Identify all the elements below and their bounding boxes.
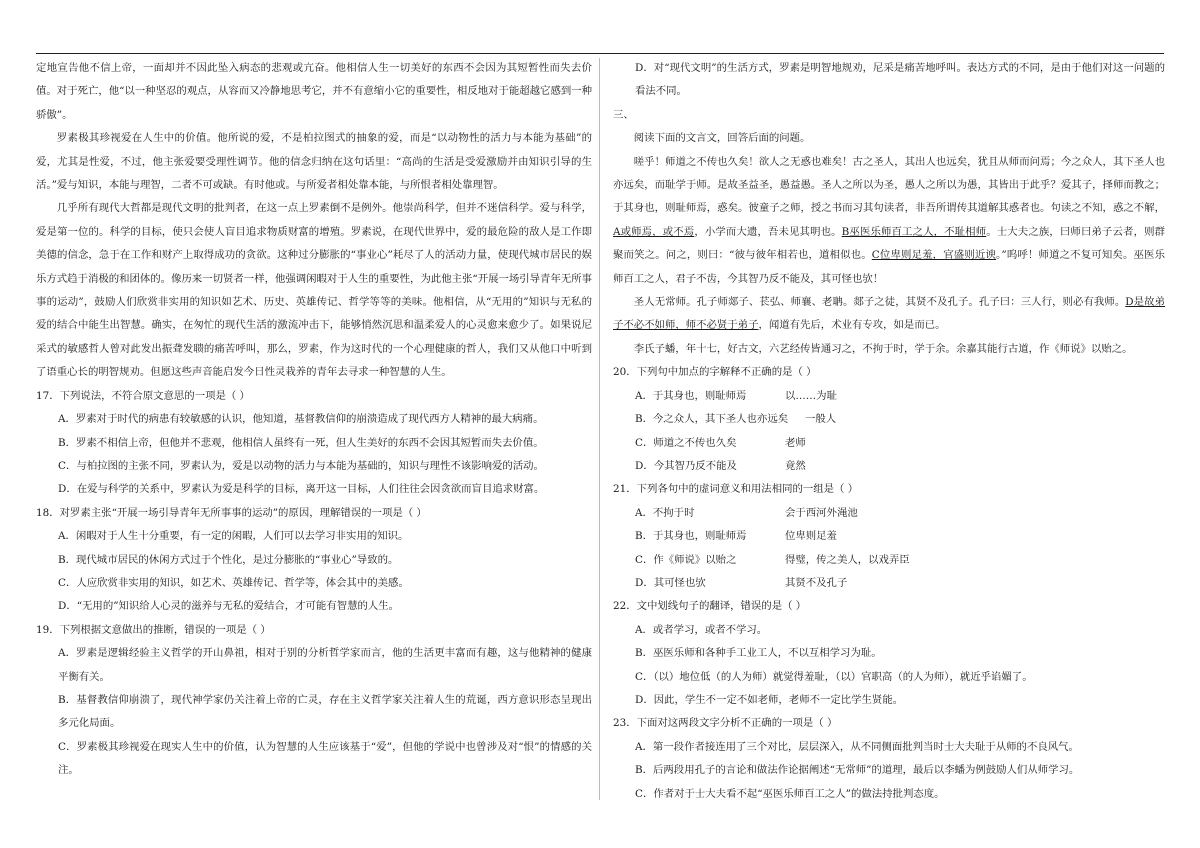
question-21-option-d: D．其可怪也欤 其贤不及孔子 [635, 576, 848, 589]
question-20-option-c: C．师道之不传也久矣 老师 [635, 436, 806, 449]
question-19-option-d: D．对“现代文明”的生活方式，罗素是明智地规劝，尼采是痛苦地呼叫。表达方式的不同，是由于他们对这一问题的看法不同。 [635, 62, 1165, 98]
question-22-option-c: C．（以）地位低（的人为师）就觉得羞耻，（以）官职高（的人为师），就近乎谄媚了。 [635, 670, 1033, 683]
question-20-option-d: D．今其智乃反不能及 竟然 [635, 459, 806, 472]
question-17-option-b: B．罗素不相信上帝，但他并不悲观，他相信人虽终有一死，但人生美好的东西不会因其短暂而失去价值。 [58, 436, 544, 449]
question-23-stem: 23．下面对这两段文字分析不正确的一项是（ ） [613, 717, 838, 730]
question-21-option-c: C．作《师说》以贻之 得璧，传之美人，以戏弄臣 [635, 553, 910, 566]
question-18-option-a: A．闲暇对于人生十分重要，有一定的闲暇，人们可以去学习非实用的知识。 [58, 530, 409, 543]
question-19-stem: 19．下列根据文意做出的推断，错误的一项是（ ） [36, 623, 271, 636]
left-column [36, 57, 592, 783]
section-heading: 三、 [613, 108, 634, 121]
question-19-option-c: C．罗素极其珍视爱在现实人生中的价值，认为智慧的人生应该基于“爱”，但他的学说中也曾涉及对“恨”的情感的关注。 [58, 740, 592, 777]
passage-paragraph-3: 几乎所有现代大哲都是现代文明的批判者，在这一点上罗素倒不是例外。他崇尚科学，但并不迷信科学。爱与科学，爱是第一位的。科学的目标，使只会使人盲目追求物质财富的增殖。罗素说，在现代世界中，爱的最危险的敌人是工作即美德的信念，急于在工作和财产上取得成功的贪欲。这种过分膨胀的“事业心”耗尽了人的活动力量，使现代城市居民的娱乐方式趋于消极的和团体的。像历来一切贤者一样，他强调闲暇对于人生的重要性，为此他主张“开展一场引导青年无所事事的运动”，鼓励人们欣赏非实用的知识如艺术、历史、英雄传记、哲学等等的美味。他相信，从“无用的”知识与无私的爱的结合中能生出智慧。确实，在匆忙的现代生活的激流冲击下，能够悄然沉思和温柔爱人的心灵愈来愈少了。如果说尼采式的敏感哲人曾对此发出振聋发聩的痛苦呼叫，那么，罗素，作为这时代的一个心理健康的哲人，我们又从他口中听到了语重心长的明智规劝。但愿这些声音能启发今日性灵栽养的青年去寻求一种智慧的人生。 [36, 202, 593, 379]
classical-passage-2: 圣人无常师。孔子师郯子、苌弘、师襄、老聃。郯子之徒，其贤不及孔子。孔子曰：三人行，则必有我师。D是故弟子不必不如师，师不必贤于弟子，闻道有先后，术业有专攻，如是而已。 [613, 296, 1165, 332]
question-21-option-b: B．于其身也，则耻师焉 位卑则足羞 [635, 530, 837, 543]
classical-passage-1: 嗟乎！师道之不传也久矣！欲人之无惑也难矣！古之圣人，其出人也远矣，犹且从师而问焉；今之众人，其下圣人也亦远矣，而耻学于师。是故圣益圣，愚益愚。圣人之所以为圣，愚人之所以为愚，其皆出于此乎？爱其子，择师而教之；于其身也，则耻师焉，惑矣。彼童子之师，授之书而习其句读者，非吾所谓传其道解其惑者也。句读之不知，惑之不解，A或师焉，或不焉，小学而大遗，吾未见其明也。B巫医乐师百工之人，不耻相师。士大夫之族，曰师曰弟子云者，则群聚而笑之。问之，则曰：“彼与彼年相若也，道相似也。C位卑则足羞，官盛则近谀。”呜呼！师道之不复可知矣。巫医乐师百工之人，君子不齿，今其智乃反不能及，其可怪也欤！ [613, 155, 1166, 285]
question-18-option-d: D．“无用的”知识给人心灵的滋养与无私的爱结合，才可能有智慧的人生。 [58, 600, 400, 613]
question-17-option-d: D．在爱与科学的关系中，罗素认为爱是科学的目标，离开这一目标，人们往往会因贪欲而盲目追求财富。 [58, 483, 545, 496]
question-20-stem: 20．下列句中加点的字解释不正确的是（ ） [613, 366, 817, 379]
question-17-option-a: A．罗素对于时代的病患有较敏感的认识，他知道，基督教信仰的崩溃造成了现代西方人精神的最大病痛。 [58, 413, 544, 426]
question-18-option-c: C．人应欣赏非实用的知识，如艺术、英雄传记、哲学等，体会其中的美感。 [58, 576, 409, 589]
question-21-option-a: A．不拘于时 会于西河外渑池 [635, 506, 858, 519]
question-19-option-b: B．基督教信仰崩溃了，现代神学家仍关注着上帝的亡灵，存在主义哲学家关注着人生的荒诞，西方意识形态呈现出多元化局面。 [58, 693, 592, 730]
question-21-stem: 21．下列各句中的虚词意义和用法相同的一组是（ ） [613, 483, 859, 496]
question-19-option-a: A．罗素是逻辑经验主义哲学的开山鼻祖，相对于别的分析哲学家而言，他的生活更丰富而有趣，这与他精神的健康平衡有关。 [58, 647, 592, 683]
passage-paragraph-2: 罗素极其珍视爱在人生中的价值。他所说的爱，不是柏拉图式的抽象的爱，而是“以动物性的活力与本能为基础”的爱，尤其是性爱，不过，他主张爱要受理性调节。他的信念归纳在这句话里：“高尚的生活是受爱激励并由知识引导的生活。”爱与知识，本能与理智，二者不可或缺。有时他或。与所爱者相处靠本能，与所恨者相处靠理智。 [36, 132, 592, 192]
right-column [613, 57, 1165, 806]
question-18-stem: 18．对罗素主张“开展一场引导青年无所事事的运动”的原因，理解错误的一项是（ ） [36, 506, 427, 519]
question-17-option-c: C．与柏拉图的主张不同，罗素认为，爱是以动物的活力与本能为基础的，知识与理性不该影响爱的活动。 [58, 459, 544, 472]
reading-instruction: 阅读下面的文言文，回答后面的问题。 [633, 132, 811, 145]
question-22-option-b: B．巫医乐师和各种手工业工人，不以互相学习为耻。 [635, 647, 882, 660]
question-23-option-a: A．第一段作者接连用了三个对比，层层深入，从不同侧面批判当时士大夫耻于从师的不良风气。 [635, 740, 1079, 753]
underlined-sentence-a: A或师焉，或不焉 [613, 225, 695, 238]
classical-passage-3: 李氏子蟠，年十七，好古文，六艺经传皆通习之，不拘于时，学于余。余嘉其能行古道，作《师说》以贻之。 [633, 342, 1133, 355]
underlined-sentence-d: D是故弟子不必不如师，师不必贤于弟子 [613, 296, 1165, 332]
column-divider [599, 58, 600, 800]
underlined-sentence-b: B巫医乐师百工之人，不耻相师 [841, 225, 987, 238]
question-22-option-d: D．因此，学生不一定不如老师，老师不一定比学生贤能。 [635, 693, 904, 706]
question-23-option-c: C．作者对于士大夫看不起“巫医乐师百工之人”的做法持批判态度。 [635, 787, 945, 800]
question-20-option-b: B．今之众人，其下圣人也亦远矣 一般人 [635, 413, 837, 426]
question-20-option-a: A．于其身也，则耻师焉 以……为耻 [635, 389, 837, 402]
question-22-option-a: A．或者学习，或者不学习。 [635, 623, 768, 636]
question-18-option-b: B．现代城市居民的休闲方式过于个性化，是过分膨胀的“事业心”导致的。 [58, 553, 399, 566]
passage-paragraph-1: 定地宣告他不信上帝，一面却并不因此坠入病态的悲观或亢奋。他相信人生一切美好的东西不会因为其短暂性而失去价值。对于死亡，他“以一种坚忍的观点，从容而又冷静地思考它，并不有意缩小它的重要性，相反地对于能超越它感到一种骄傲”。 [36, 62, 593, 121]
underlined-sentence-c: C位卑则足羞，官盛则近谀 [871, 249, 997, 262]
question-22-stem: 22．文中划线句子的翻译，错误的是（ ） [613, 600, 807, 613]
header-rule [36, 53, 1164, 54]
question-17-stem: 17．下列说法，不符合原文意思的一项是（ ） [36, 389, 250, 402]
question-23-option-b: B．后两段用孔子的言论和做法作论据阐述“无常师”的道理，最后以李蟠为例鼓励人们从师学习。 [635, 764, 1080, 777]
